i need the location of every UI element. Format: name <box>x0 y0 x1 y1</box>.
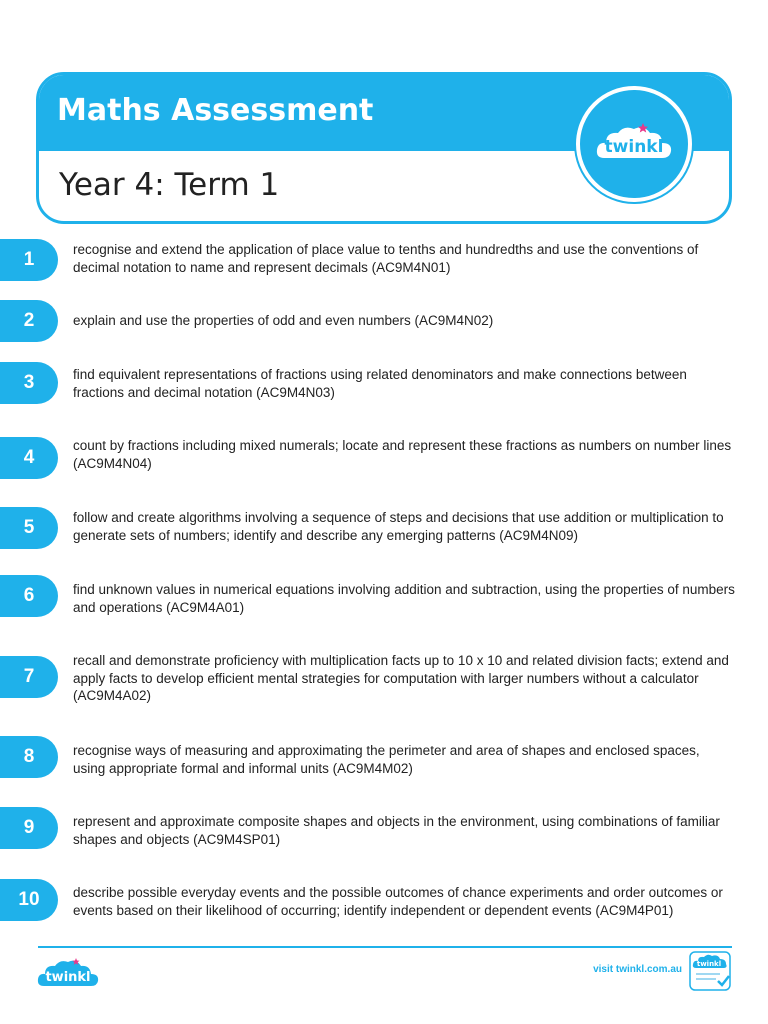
item-number-badge: 6 <box>0 575 58 617</box>
item-number-badge: 5 <box>0 507 58 549</box>
item-number-badge: 3 <box>0 362 58 404</box>
item-number-badge: 9 <box>0 807 58 849</box>
quality-standard-badge <box>688 950 732 997</box>
item-number-badge: 2 <box>0 300 58 342</box>
item-text: describe possible everyday events and the possible outcomes of chance experiments and order outcomes or events based on their likelihood of occurring; identify independent or dependent events (AC9M4P01) <box>73 885 723 918</box>
item-text: represent and approximate composite shapes and objects in the environment, using combinations of familiar shapes and objects (AC9M4SP01) <box>73 814 720 847</box>
item-number-badge: 7 <box>0 656 58 698</box>
item-number-badge: 10 <box>0 879 58 921</box>
item-number-badge: 4 <box>0 437 58 479</box>
cloud-logo-icon <box>594 120 674 170</box>
page-title: Maths Assessment <box>57 93 374 128</box>
item-number-badge: 1 <box>0 239 58 281</box>
footer-website-link[interactable]: visit twinkl.com.au <box>593 964 682 975</box>
footer-divider <box>38 946 732 948</box>
item-text: explain and use the properties of odd and even numbers (AC9M4N02) <box>73 313 494 328</box>
page-subtitle: Year 4: Term 1 <box>59 167 280 203</box>
item-text: count by fractions including mixed numerals; locate and represent these fractions as numbers on number lines (AC9M4N04) <box>73 438 732 471</box>
item-number-badge: 8 <box>0 736 58 778</box>
item-text: recognise and extend the application of place value to tenths and hundredths and use the conventions of decimal notation to name and represent decimals (AC9M4N01) <box>73 242 699 275</box>
badge-wordmark: twinkl <box>696 960 722 968</box>
item-text: find unknown values in numerical equations involving addition and subtraction, using the properties of numbers and operations (AC9M4A01) <box>73 582 735 615</box>
logo-wordmark: twinkl <box>604 137 664 157</box>
item-text: recall and demonstrate proficiency with multiplication facts up to 10 x 10 and related division facts; extend and apply facts to develop efficient mental strategies for computation with larger numbers without a calculator (AC9M4A02) <box>73 653 729 703</box>
cloud-logo-icon <box>36 956 100 992</box>
item-text: find equivalent representations of fractions using related denominators and make connections between fractions and decimal notation (AC9M4N03) <box>73 367 687 400</box>
item-text: recognise ways of measuring and approximating the perimeter and area of shapes and enclosed spaces, using appropriate formal and informal units (AC9M4M02) <box>73 743 700 776</box>
footer-logo-wordmark: twinkl <box>45 970 91 985</box>
footer-twinkl-logo[interactable] <box>36 956 100 997</box>
item-text: follow and create algorithms involving a sequence of steps and decisions that use addition or multiplication to generate sets of numbers; identify and describe any emerging patterns (AC9M4N09) <box>73 510 724 543</box>
quality-badge-icon <box>688 950 732 992</box>
twinkl-logo <box>576 86 692 202</box>
